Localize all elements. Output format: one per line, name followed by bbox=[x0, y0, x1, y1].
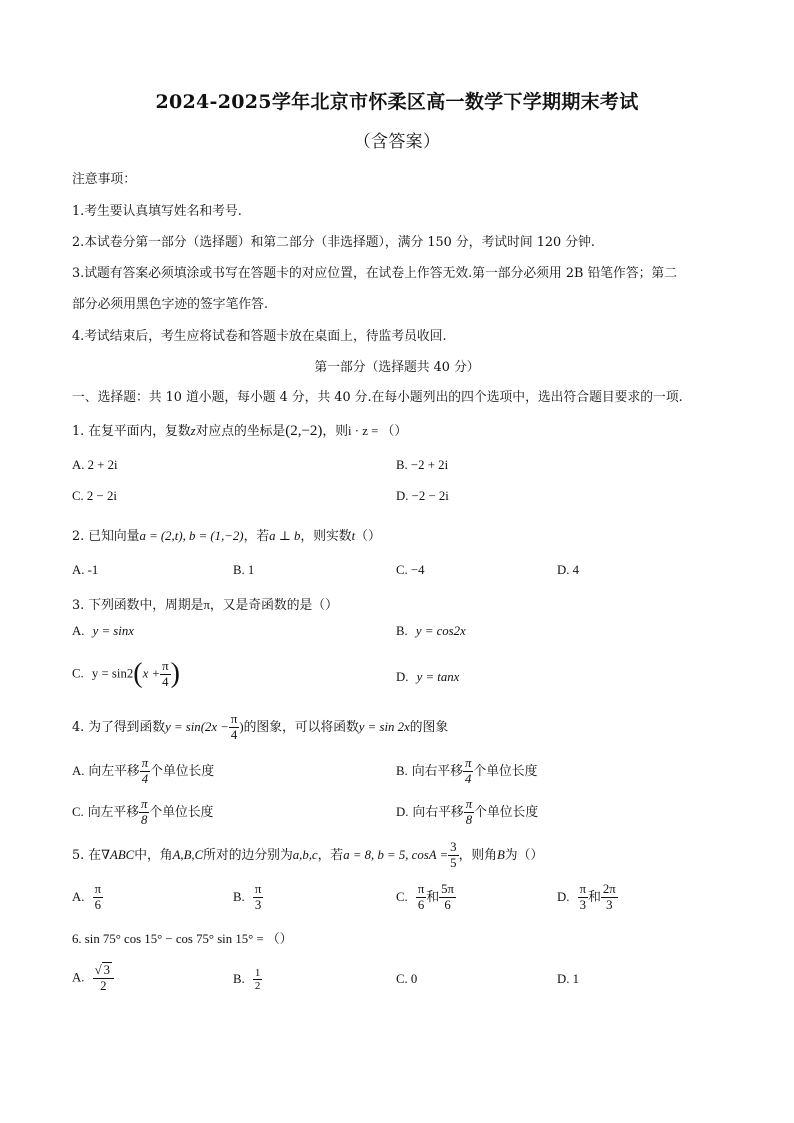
q4-option-a: A. 向左平移 $\frac{\pi}{4}$ 个单位长度 bbox=[72, 756, 215, 786]
q5-option-d: D. $\frac{\pi}{3}$ 和 $\frac{2\pi}{3}$ bbox=[557, 882, 616, 912]
q1-stem-b: 对应点的坐标是 bbox=[195, 424, 286, 439]
q3-option-d bbox=[396, 670, 459, 685]
q3-a-label: A. bbox=[72, 624, 85, 638]
q2-option-d: D. 4 bbox=[557, 563, 580, 577]
q1-stem-d: （） bbox=[381, 424, 408, 439]
q6-option-d: D. 1 bbox=[557, 972, 580, 986]
q4-stem-c: 的图象 bbox=[409, 720, 449, 735]
q4-close: ) bbox=[239, 720, 244, 734]
q2-option-b: B. 1 bbox=[233, 563, 255, 577]
q3-c-label: C. bbox=[72, 666, 84, 681]
q4-f1: y = sin(2x − bbox=[165, 720, 229, 734]
q4-stem-b: 的图象，可以将函数 bbox=[243, 720, 359, 735]
q2-perp: a ⊥ b bbox=[269, 529, 301, 543]
q4-stem-a: 4. 为了得到函数 bbox=[72, 720, 166, 735]
note-3b: 部分必须用黑色字迹的签字笔作答. bbox=[72, 297, 269, 312]
q4-option-d: D. 向右平移 $\frac{\pi}{8}$ 个单位长度 bbox=[396, 797, 539, 827]
q2-vectors: a = (2,t), b = (1,−2) bbox=[139, 529, 244, 543]
q3-stem-b: ，又是奇函数的是（） bbox=[209, 598, 338, 613]
q1-stem-c: ，则 bbox=[322, 424, 349, 439]
q2-stem-d: （） bbox=[355, 529, 381, 544]
q3-option-c: C. y = sin2(x + $\frac{\pi}{4}$ ) bbox=[72, 658, 180, 689]
question-1-stem bbox=[72, 420, 407, 440]
q4-f2: y = sin 2x bbox=[358, 720, 410, 734]
q2-var-t: t bbox=[351, 529, 356, 543]
q3-b-expr: y = cos2x bbox=[415, 624, 466, 638]
note-3a: 3.试题有答案必须填涂或书写在答题卡的对应位置，在试卷上作答无效.第一部分必须用 2B 铅笔作答；第二 bbox=[72, 266, 678, 281]
q3-a-expr: y = sinx bbox=[92, 624, 134, 638]
page-subtitle: （含答案） bbox=[353, 132, 441, 152]
q3-c-x: x + bbox=[142, 666, 161, 681]
note-2: 2.本试卷分第一部分（选择题）和第二部分（非选择题），满分 150 分，考试时间 120 分钟. bbox=[72, 235, 595, 250]
q3-c-fraction: $\frac{\pi}{4}$ bbox=[162, 658, 169, 689]
notes-heading: 注意事项： bbox=[72, 172, 136, 187]
q1-coord: (2,−2) bbox=[285, 423, 323, 439]
q6-option-b: B. $\frac{1}{2}$ bbox=[233, 967, 261, 992]
q1-stem-a: 1. 在复平面内，复数 bbox=[72, 424, 191, 439]
page-title: 2024-2025学年北京市怀柔区高一数学下学期期末考试 bbox=[155, 91, 639, 113]
q2-stem-c: ，则实数 bbox=[300, 529, 352, 544]
q6-option-a: A. $\frac{√ 3}{2}$ bbox=[72, 962, 114, 994]
q1-expr: i · z = bbox=[348, 424, 382, 438]
question-5-stem: 5. 在∇ABC中，角A,B,C所对的边分别为a,b,c，若a = 8, b = 5, cosA = $\frac{3}{5}$ ，则角B为（） bbox=[72, 840, 544, 870]
question-3-stem bbox=[72, 594, 338, 613]
q2-stem-a: 2. 已知向量 bbox=[72, 529, 140, 544]
q4-fraction: $\frac{\pi}{4}$ bbox=[230, 712, 238, 742]
q1-var-z: z bbox=[190, 424, 196, 438]
part1-instruction: 一、选择题：共 10 道小题，每小题 4 分，共 40 分.在每小题列出的四个选项中，选出符合题目要求的一项. bbox=[72, 390, 683, 405]
q2-option-c: C. −4 bbox=[396, 563, 425, 577]
q6-option-c: C. 0 bbox=[396, 972, 418, 986]
q2-stem-b: ，若 bbox=[243, 529, 270, 544]
q4-option-c: C. 向左平移 $\frac{\pi}{8}$ 个单位长度 bbox=[72, 797, 214, 827]
q3-pi: π bbox=[203, 598, 210, 612]
q3-stem-a: 3. 下列函数中，周期是 bbox=[72, 598, 204, 613]
q3-c-expr: y = sin2 bbox=[91, 666, 134, 681]
q3-d-expr: y = tanx bbox=[416, 670, 460, 684]
q5-triangle: ∇ABC bbox=[101, 848, 135, 862]
q1-option-a: A. 2 + 2i bbox=[72, 458, 118, 472]
part1-heading: 第一部分（选择题共 40 分） bbox=[314, 360, 480, 375]
note-4: 4.考试结束后，考生应将试卷和答题卡放在桌面上，待监考员收回. bbox=[72, 329, 447, 344]
q1-option-d: D. −2 − 2i bbox=[396, 489, 449, 503]
question-2-stem bbox=[72, 525, 381, 544]
q3-d-label: D. bbox=[396, 670, 409, 684]
q3-b-label: B. bbox=[396, 624, 408, 638]
q2-option-a: A. -1 bbox=[72, 563, 99, 577]
q1-option-c: C. 2 − 2i bbox=[72, 489, 117, 503]
q5-cos-fraction: $\frac{3}{5}$ bbox=[450, 840, 457, 870]
q5-option-a: A. $\frac{\pi}{6}$ bbox=[72, 882, 102, 912]
q5-option-c: C. $\frac{\pi}{6}$ 和 $\frac{5\pi}{6}$ bbox=[396, 882, 455, 912]
q5-option-b: B. $\frac{\pi}{3}$ bbox=[233, 882, 262, 912]
question-6-stem: 6. sin 75° cos 15° − cos 75° sin 15° = （） bbox=[72, 932, 293, 946]
note-1: 1.考生要认真填写姓名和考号. bbox=[72, 204, 242, 219]
q3-option-a bbox=[72, 624, 134, 639]
q4-option-b: B. 向右平移 $\frac{\pi}{4}$ 个单位长度 bbox=[396, 756, 538, 786]
question-4-stem bbox=[72, 712, 448, 743]
q3-option-b bbox=[396, 624, 466, 639]
q1-option-b: B. −2 + 2i bbox=[396, 458, 449, 472]
